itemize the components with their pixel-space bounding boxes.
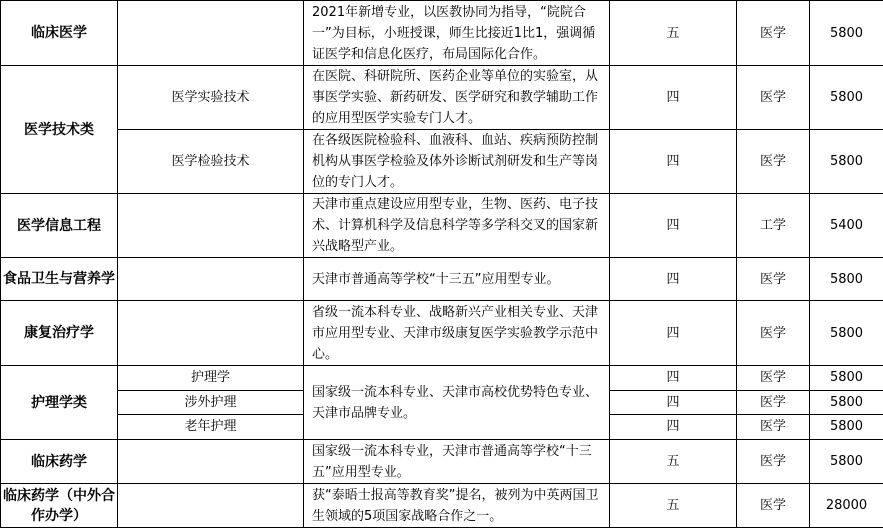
- degree-cell: 医学: [737, 258, 810, 301]
- direction-cell: 医学实验技术: [118, 66, 304, 130]
- years-cell: 四: [610, 194, 737, 258]
- major-name: 临床药学（中外合作办学）: [1, 484, 118, 528]
- direction-cell: 涉外护理: [118, 391, 304, 415]
- direction-cell: [118, 440, 304, 484]
- degree-cell: 医学: [737, 130, 810, 194]
- description-cell: 在各级医院检验科、血液科、血站、疾病预防控制机构从事医学检验及体外诊断试剂研发和生产等岗位的专门人才。: [304, 130, 610, 194]
- degree-cell: 医学: [737, 66, 810, 130]
- years-cell: 四: [610, 366, 737, 391]
- tuition-cell: 5800: [810, 130, 883, 194]
- direction-cell: 护理学: [118, 366, 304, 391]
- major-name: 护理学类: [1, 366, 118, 440]
- description-cell: 在医院、科研院所、医药企业等单位的实验室，从事医学实验、新药研发、医学研究和教学辅助工作的应用型医学实验专门人才。: [304, 66, 610, 130]
- tuition-cell: 5800: [810, 366, 883, 391]
- tuition-cell: 5400: [810, 194, 883, 258]
- major-name: 食品卫生与营养学: [1, 258, 118, 301]
- tuition-cell: 5800: [810, 391, 883, 415]
- years-cell: 五: [610, 484, 737, 528]
- years-cell: 五: [610, 440, 737, 484]
- degree-cell: 医学: [737, 440, 810, 484]
- major-name: 临床医学: [1, 1, 118, 66]
- degree-cell: 医学: [737, 366, 810, 391]
- table-row: [1, 194, 883, 258]
- years-cell: 四: [610, 301, 737, 366]
- table-row: [1, 484, 883, 528]
- description-cell: 国家级一流本科专业、天津市高校优势特色专业、天津市品牌专业。: [304, 366, 610, 440]
- direction-cell: [118, 301, 304, 366]
- table-row: [1, 1, 883, 66]
- description-cell: 2021年新增专业，以医教协同为指导，“院院合一”为目标，小班授课，师生比接近1比1，强调循证医学和信息化医疗，布局国际化合作。: [304, 1, 610, 66]
- tuition-cell: 5800: [810, 301, 883, 366]
- direction-cell: [118, 258, 304, 301]
- direction-cell: [118, 484, 304, 528]
- major-name: 医学技术类: [1, 66, 118, 194]
- degree-cell: 医学: [737, 391, 810, 415]
- table-row: [1, 130, 883, 194]
- table-row: [1, 258, 883, 301]
- degree-cell: 医学: [737, 415, 810, 440]
- table-row: [1, 440, 883, 484]
- years-cell: 四: [610, 415, 737, 440]
- tuition-cell: 5800: [810, 440, 883, 484]
- table-row: [1, 301, 883, 366]
- direction-cell: [118, 1, 304, 66]
- tuition-cell: 5800: [810, 1, 883, 66]
- major-name: 康复治疗学: [1, 301, 118, 366]
- years-cell: 四: [610, 391, 737, 415]
- degree-cell: 工学: [737, 194, 810, 258]
- direction-cell: 老年护理: [118, 415, 304, 440]
- major-name: 临床药学: [1, 440, 118, 484]
- table-row: [1, 66, 883, 130]
- description-cell: 省级一流本科专业、战略新兴产业相关专业、天津市应用型专业、天津市级康复医学实验教学示范中心。: [304, 301, 610, 366]
- years-cell: 五: [610, 1, 737, 66]
- years-cell: 四: [610, 66, 737, 130]
- degree-cell: 医学: [737, 301, 810, 366]
- description-cell: 天津市普通高等学校“十三五”应用型专业。: [304, 258, 610, 301]
- tuition-cell: 28000: [810, 484, 883, 528]
- description-cell: 获“泰晤士报高等教育奖”提名，被列为中英两国卫生领域的5项国家战略合作之一。: [304, 484, 610, 528]
- years-cell: 四: [610, 130, 737, 194]
- direction-cell: 医学检验技术: [118, 130, 304, 194]
- description-cell: 天津市重点建设应用型专业，生物、医药、电子技术、计算机科学及信息科学等多学科交叉的国家新兴战略型产业。: [304, 194, 610, 258]
- direction-cell: [118, 194, 304, 258]
- tuition-cell: 5800: [810, 415, 883, 440]
- years-cell: 四: [610, 258, 737, 301]
- description-cell: 国家级一流本科专业，天津市普通高等学校“十三五”应用型专业。: [304, 440, 610, 484]
- tuition-cell: 5800: [810, 66, 883, 130]
- major-name: 医学信息工程: [1, 194, 118, 258]
- table-row: [1, 366, 883, 391]
- degree-cell: 医学: [737, 484, 810, 528]
- tuition-cell: 5800: [810, 258, 883, 301]
- degree-cell: 医学: [737, 1, 810, 66]
